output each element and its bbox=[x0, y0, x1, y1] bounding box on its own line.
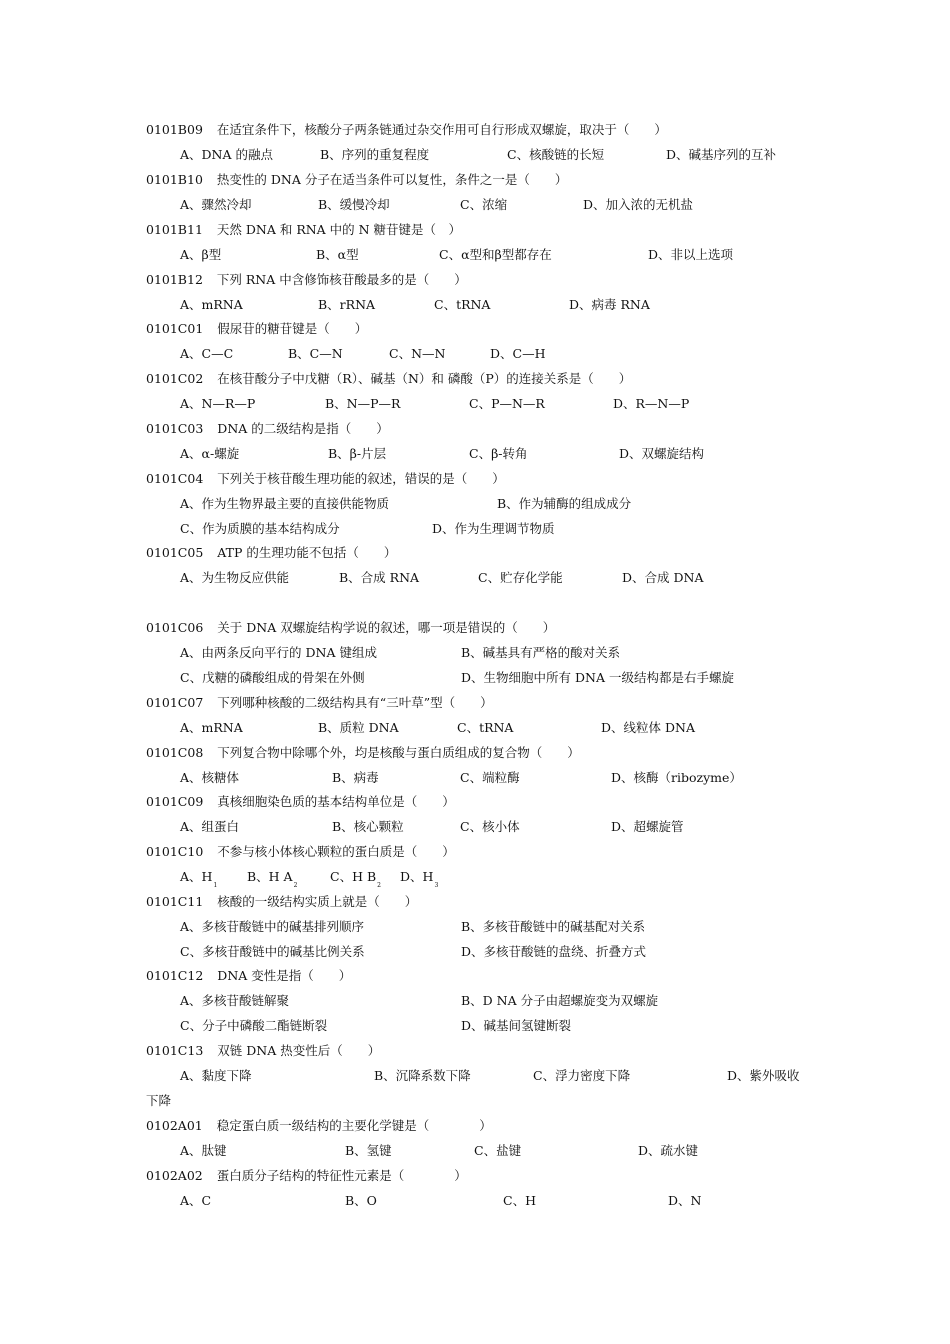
option-c: C、核小体 bbox=[460, 819, 520, 834]
subscript: 2 bbox=[293, 882, 298, 889]
question-code: 0102A01 bbox=[146, 1118, 203, 1133]
option-d: D、病毒 RNA bbox=[569, 297, 650, 312]
question-text: 真核细胞染色质的基本结构单位是（ ） bbox=[217, 794, 455, 809]
question-0101C08 bbox=[146, 740, 580, 765]
option-b: B、β-片层 bbox=[328, 446, 387, 461]
option-d: D、生物细胞中所有 DNA 一级结构都是右手螺旋 bbox=[461, 670, 734, 685]
options-0101B12 bbox=[0, 292, 950, 317]
options-0101C02 bbox=[0, 391, 950, 416]
question-code: 0101C07 bbox=[146, 695, 204, 710]
option-b: B、C—N bbox=[288, 346, 343, 361]
option-a: A、黏度下降 bbox=[180, 1068, 252, 1083]
option-a: A、mRNA bbox=[180, 720, 243, 735]
option-d: D、疏水键 bbox=[638, 1143, 699, 1158]
question-text: 核酸的一级结构实质上就是（ ） bbox=[217, 894, 418, 909]
option-b: B、缓慢冷却 bbox=[318, 197, 390, 212]
question-0101C03 bbox=[146, 416, 389, 441]
options-0101C04-row1 bbox=[0, 491, 950, 516]
option-b: B、核心颗粒 bbox=[332, 819, 404, 834]
option-a: A、核糖体 bbox=[180, 770, 240, 785]
option-c: C、贮存化学能 bbox=[478, 570, 563, 585]
option-b: B、多核苷酸链中的碱基配对关系 bbox=[461, 919, 646, 934]
option-d: D、$H_3$ bbox=[400, 869, 439, 889]
question-0101B09 bbox=[146, 117, 667, 142]
option-c: C、戊糖的磷酸组成的骨架在外侧 bbox=[180, 670, 365, 685]
option-b: B、病毒 bbox=[332, 770, 379, 785]
question-code: 0101C13 bbox=[146, 1043, 204, 1058]
question-code: 0101B12 bbox=[146, 272, 203, 287]
option-c: C、α型和β型都存在 bbox=[439, 247, 552, 262]
question-0101C09 bbox=[146, 789, 455, 814]
question-0101C06 bbox=[146, 615, 555, 640]
option-b: B、碱基具有严格的酸对关系 bbox=[461, 645, 621, 660]
question-code: 0101C08 bbox=[146, 745, 204, 760]
options-0101C09 bbox=[0, 814, 950, 839]
option-a: A、α-螺旋 bbox=[180, 446, 240, 461]
option-c: C、核酸链的长短 bbox=[507, 147, 605, 162]
option-a: A、多核苷酸链中的碱基排列顺序 bbox=[180, 919, 365, 934]
question-code: 0102A02 bbox=[146, 1168, 203, 1183]
option-a: A、N—R—P bbox=[180, 396, 256, 411]
question-code: 0101C09 bbox=[146, 794, 204, 809]
options-0102A01 bbox=[0, 1138, 950, 1163]
option-b: B、H $A_2$ bbox=[247, 869, 298, 889]
options-0101C10 bbox=[0, 864, 950, 889]
question-0101C13 bbox=[146, 1038, 380, 1063]
question-text: 在适宜条件下，核酸分子两条链通过杂交作用可自行形成双螺旋，取决于（ ） bbox=[216, 122, 667, 137]
options-0101C04-row2 bbox=[0, 516, 950, 541]
option-b: B、D NA 分子由超螺旋变为双螺旋 bbox=[461, 993, 659, 1008]
option-a: A、C bbox=[180, 1193, 212, 1208]
question-text: ATP 的生理功能不包括（ ） bbox=[217, 545, 397, 560]
option-a: A、DNA 的融点 bbox=[180, 147, 273, 162]
option-c: C、P—N—R bbox=[469, 396, 545, 411]
question-text: 假尿苷的糖苷键是（ ） bbox=[217, 321, 368, 336]
options-0101C13 bbox=[0, 1063, 950, 1088]
option-d: D、R—N—P bbox=[613, 396, 690, 411]
option-d: D、N bbox=[668, 1193, 702, 1208]
question-text: 关于 DNA 双螺旋结构学说的叙述，哪一项是错误的（ ） bbox=[217, 620, 556, 635]
options-0101C01 bbox=[0, 341, 950, 366]
option-b: B、rRNA bbox=[318, 297, 376, 312]
option-a: A、为生物反应供能 bbox=[180, 570, 290, 585]
question-text: 天然 DNA 和 RNA 中的 N 糖苷键是（ ） bbox=[216, 222, 462, 237]
options-0101C11-row2 bbox=[0, 939, 950, 964]
option-c: C、盐键 bbox=[474, 1143, 522, 1158]
option-d: D、核酶（ribozyme） bbox=[611, 770, 742, 785]
question-0101C01 bbox=[146, 316, 367, 341]
question-0101C11 bbox=[146, 889, 417, 914]
options-0101C06-row2 bbox=[0, 665, 950, 690]
option-c: C、β-转角 bbox=[469, 446, 528, 461]
options-0101B10 bbox=[0, 192, 950, 217]
option-b: B、作为辅酶的组成成分 bbox=[497, 496, 632, 511]
option-d: D、碱基序列的互补 bbox=[666, 147, 777, 162]
option-d: D、双螺旋结构 bbox=[619, 446, 705, 461]
option-c: C、N—N bbox=[389, 346, 446, 361]
option-b: B、O bbox=[345, 1193, 377, 1208]
question-text: DNA 的二级结构是指（ ） bbox=[217, 421, 389, 436]
options-0101C03 bbox=[0, 441, 950, 466]
question-0102A02 bbox=[146, 1163, 467, 1188]
options-0101C06-row1 bbox=[0, 640, 950, 665]
question-code: 0101C10 bbox=[146, 844, 204, 859]
options-0101C12-row2 bbox=[0, 1013, 950, 1038]
option-a: A、由两条反向平行的 DNA 键组成 bbox=[180, 645, 377, 660]
option-c: C、tRNA bbox=[457, 720, 514, 735]
question-code: 0101C01 bbox=[146, 321, 204, 336]
question-0101B11 bbox=[146, 217, 461, 242]
option-d: D、合成 DNA bbox=[622, 570, 704, 585]
question-0101B10 bbox=[146, 167, 567, 192]
options-0101C08 bbox=[0, 765, 950, 790]
question-code: 0101C12 bbox=[146, 968, 204, 983]
option-a: A、组蛋白 bbox=[180, 819, 240, 834]
option-b: B、合成 RNA bbox=[339, 570, 420, 585]
question-text: 下列哪种核酸的二级结构具有“三叶草”型（ ） bbox=[217, 695, 493, 710]
question-code: 0101B09 bbox=[146, 122, 203, 137]
question-text: 双链 DNA 热变性后（ ） bbox=[217, 1043, 381, 1058]
option-d: D、C—H bbox=[490, 346, 546, 361]
option-b: B、氢键 bbox=[345, 1143, 392, 1158]
question-text: 蛋白质分子结构的特征性元素是（ ） bbox=[216, 1168, 467, 1183]
options-0101C11-row1 bbox=[0, 914, 950, 939]
options-0101C07 bbox=[0, 715, 950, 740]
question-code: 0101C05 bbox=[146, 545, 204, 560]
option-a: A、mRNA bbox=[180, 297, 243, 312]
question-text: 热变性的 DNA 分子在适当条件可以复性，条件之一是（ ） bbox=[216, 172, 568, 187]
option-a: A、β型 bbox=[180, 247, 222, 262]
option-a: A、$H_1$ bbox=[180, 869, 218, 889]
options-0102A02 bbox=[0, 1188, 950, 1213]
option-d: D、紫外吸收 bbox=[727, 1068, 800, 1083]
option-b: B、α型 bbox=[316, 247, 359, 262]
option-wrap-text: 下降 bbox=[146, 1093, 172, 1108]
option-c: C、分子中磷酸二酯链断裂 bbox=[180, 1018, 328, 1033]
options-0101C12-row1 bbox=[0, 988, 950, 1013]
option-c: C、tRNA bbox=[434, 297, 491, 312]
option-c: C、多核苷酸链中的碱基比例关系 bbox=[180, 944, 365, 959]
options-0101C05 bbox=[0, 565, 950, 590]
option-c: C、浮力密度下降 bbox=[533, 1068, 631, 1083]
question-text: 下列复合物中除哪个外，均是核酸与蛋白质组成的复合物（ ） bbox=[217, 745, 580, 760]
option-b: B、N—P—R bbox=[325, 396, 401, 411]
question-code: 0101C04 bbox=[146, 471, 204, 486]
question-text: 在核苷酸分子中戊糖（R）、碱基（N）和 磷酸（P）的连接关系是（ ） bbox=[217, 371, 632, 386]
question-text: DNA 变性是指（ ） bbox=[217, 968, 352, 983]
option-d: D、碱基间氢键断裂 bbox=[461, 1018, 572, 1033]
option-a: A、作为生物界最主要的直接供能物质 bbox=[180, 496, 390, 511]
question-code: 0101C06 bbox=[146, 620, 204, 635]
option-c: C、作为质膜的基本结构成分 bbox=[180, 521, 340, 536]
option-c: C、H $B_2$ bbox=[330, 869, 381, 889]
question-text: 下列关于核苷酸生理功能的叙述，错误的是（ ） bbox=[217, 471, 505, 486]
question-0101C05 bbox=[146, 540, 396, 565]
option-d: D、加入浓的无机盐 bbox=[583, 197, 694, 212]
option-a: A、多核苷酸链解聚 bbox=[180, 993, 290, 1008]
question-code: 0101B10 bbox=[146, 172, 203, 187]
question-0101C02 bbox=[146, 366, 631, 391]
question-code: 0101C11 bbox=[146, 894, 204, 909]
subscript: 2 bbox=[377, 882, 381, 889]
question-text: 稳定蛋白质一级结构的主要化学键是（ ） bbox=[216, 1118, 492, 1133]
question-0101C10 bbox=[146, 839, 455, 864]
question-code: 0101C03 bbox=[146, 421, 204, 436]
question-text: 不参与核小体核心颗粒的蛋白质是（ ） bbox=[217, 844, 455, 859]
option-d: D、线粒体 DNA bbox=[601, 720, 695, 735]
question-code: 0101B11 bbox=[146, 222, 203, 237]
option-d: D、非以上选项 bbox=[648, 247, 734, 262]
option-c: C、浓缩 bbox=[460, 197, 508, 212]
question-code: 0101C02 bbox=[146, 371, 204, 386]
options-0101B09 bbox=[0, 142, 950, 167]
option-a: A、骤然冷却 bbox=[180, 197, 252, 212]
subscript: 3 bbox=[434, 882, 439, 889]
question-0102A01 bbox=[146, 1113, 492, 1138]
option-d: D、多核苷酸链的盘绕、折叠方式 bbox=[461, 944, 647, 959]
question-0101B12 bbox=[146, 267, 467, 292]
option-b: B、质粒 DNA bbox=[318, 720, 399, 735]
option-b: B、沉降系数下降 bbox=[374, 1068, 471, 1083]
option-d: D、超螺旋管 bbox=[611, 819, 684, 834]
option-a: A、肽键 bbox=[180, 1143, 227, 1158]
question-text: 下列 RNA 中含修饰核苷酸最多的是（ ） bbox=[216, 272, 467, 287]
option-d: D、作为生理调节物质 bbox=[432, 521, 555, 536]
question-0101C12 bbox=[146, 963, 351, 988]
question-0101C04 bbox=[146, 466, 505, 491]
option-b: B、序列的重复程度 bbox=[320, 147, 430, 162]
option-c: C、端粒酶 bbox=[460, 770, 520, 785]
option-a: A、C—C bbox=[180, 346, 234, 361]
subscript: 1 bbox=[213, 882, 218, 889]
options-0101B11 bbox=[0, 242, 950, 267]
question-0101C07 bbox=[146, 690, 493, 715]
option-c: C、H bbox=[503, 1193, 536, 1208]
